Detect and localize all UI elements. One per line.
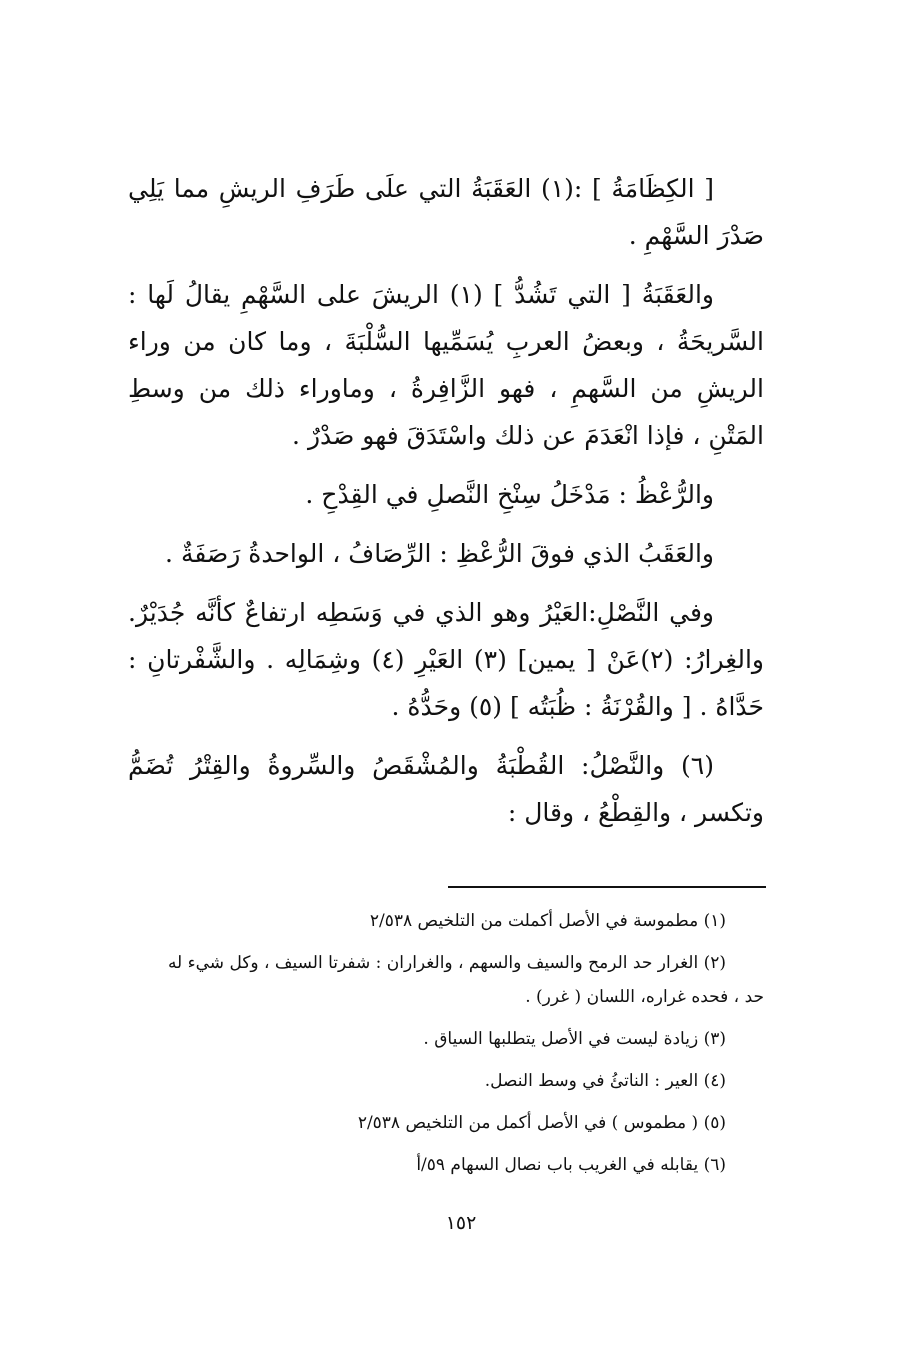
paragraph-aqaba: والعَقَبَةُ [ التي تَشُدُّ ] (١) الريشَ على السَّهْمِ يقالُ لَها : السَّريحَةُ ، وبعضُ العربِ يُسَمِّيها السُّلْبَةَ ، وما كان من وراء الريشِ من السَّهمِ ، فهو الزَّافِرةُ ، وماوراء ذلك من وسطِ المَتْنِ ، فإذا انْعَدَمَ عن ذلك واسْتَدَقَ فهو صَدْرٌ .	[128, 280, 764, 450]
paragraph-kizama: [ الكِظَامَةُ ] :(١) العَقَبَةُ التي علَى طَرَفِ الريشِ مما يَلِي صَدْرَ السَّهْمِ .	[128, 174, 764, 250]
footnote-6: (٦) يقابله في الغريب باب نصال السهام ٥٩/أ	[416, 1155, 726, 1175]
paragraph-nasl: وفي النَّصْلِ:العَيْرُ وهو الذي في وَسَطِه ارتفاعٌ كأنَّه جُدَيْرٌ. والغِرارُ: (٢)عَنْ [ يمين] (٣) العَيْرِ (٤) وشِمَالِه . والشَّفْرتانِ : حَدَّاهُ . [ والقُرْنَةُ : ظُبَتُه ] (٥) وحَدُّهُ .	[128, 598, 764, 721]
page-number: ١٥٢	[445, 1212, 477, 1234]
paragraph-nasl-names: (٦) والنَّصْلُ: القُطْبَةُ والمُشْقَصُ والسِّروةُ والقِتْرُ تُضَمُّ وتكسر ، والقِطْعُ ، وقال :	[128, 751, 764, 827]
footnote-1: (١) مطموسة في الأصل أكملت من التلخيص ٢/٥٣٨	[369, 911, 726, 931]
footnote-5: (٥) ( مطموس ) في الأصل أكمل من التلخيص ٢/٥٣٨	[357, 1113, 726, 1133]
footnote-3: (٣) زيادة ليست في الأصل يتطلبها السياق .	[423, 1029, 726, 1049]
footnotes	[160, 904, 764, 1190]
footnote-4: (٤) العير : الناتئُ في وسط النصل.	[484, 1071, 726, 1091]
footnote-2: (٢) الغرار حد الرمح والسيف والسهم ، والغراران : شفرتا السيف ، وكل شيء له حد ، فحده غراره، اللسان ( غرر) .	[167, 953, 764, 1007]
paragraph-ruaz: والرُّعْظُ : مَدْخَلُ سِنْخِ النَّصلِ في القِدْحِ .	[305, 480, 714, 509]
main-text	[128, 165, 764, 848]
footnote-divider	[448, 886, 766, 888]
paragraph-risaf: والعَقَبُ الذي فوقَ الرُّعْظِ : الرِّصَافُ ، الواحدةُ رَصَفَةٌ .	[165, 539, 714, 568]
